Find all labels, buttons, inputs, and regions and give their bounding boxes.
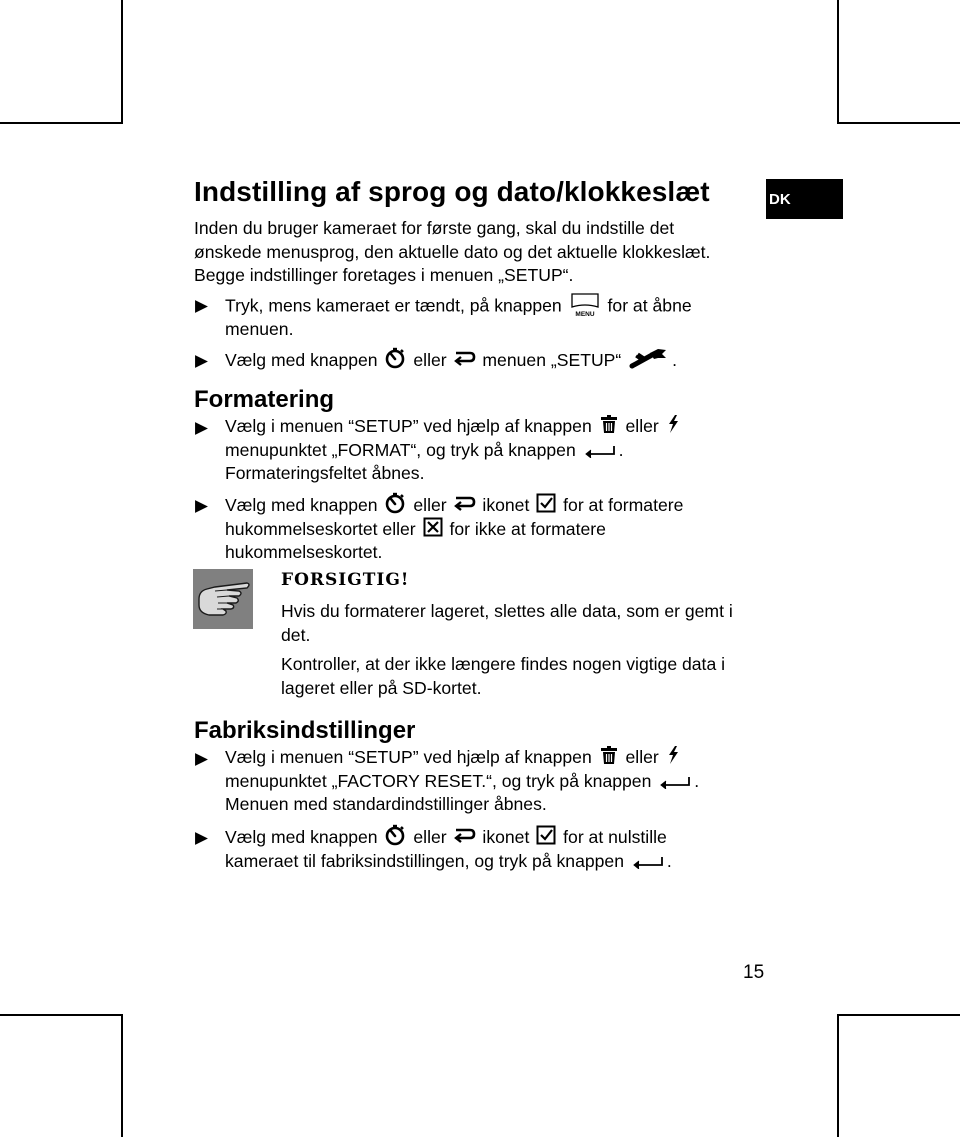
step-text: for at formatere [563, 495, 684, 515]
enter-return-icon [658, 775, 692, 789]
factory-step-2 [225, 826, 672, 873]
self-timer-icon [384, 492, 406, 514]
step-text: menuen „SETUP“ [482, 350, 622, 370]
crop-mark-bottom-right-v [837, 1014, 839, 1137]
review-arrow-icon [454, 827, 476, 843]
caution-label: FORSIGTIG! [281, 570, 410, 590]
caution-paragraph-2: Kontroller, at der ikke længere findes nogen vigtige data i lageret eller på SD-kortet. [281, 654, 726, 698]
step-text: hukommelseskortet. [225, 542, 383, 562]
trash-icon [599, 414, 619, 434]
review-arrow-icon [454, 350, 476, 366]
section-heading-fabriksindstillinger: Fabriksindstillinger [194, 717, 416, 744]
step-text: for ikke at formatere [449, 518, 606, 539]
bullet-pointer-icon [194, 421, 209, 436]
step-text: eller [625, 416, 659, 436]
bullet-pointer-icon [194, 299, 209, 314]
bullet-pointer-icon [194, 752, 209, 767]
step-text: for at nulstille [563, 827, 667, 847]
crop-mark-top-left-h [0, 122, 123, 124]
step-text: Vælg med knappen [225, 350, 378, 370]
step-text: eller [625, 747, 659, 767]
self-timer-icon [384, 347, 406, 369]
step-text: menupunktet „FACTORY RESET.“, og tryk på knappen [225, 770, 652, 791]
step-text: . [694, 770, 700, 791]
step-text: Vælg i menuen “SETUP” ved hjælp af knappen [225, 416, 592, 436]
checkbox-cross-icon [423, 517, 443, 537]
step-open-menu [225, 294, 692, 341]
page-number: 15 [743, 962, 765, 983]
step-text: Tryk, mens kameraet er tændt, på knappen [225, 295, 562, 316]
step-text: Vælg med knappen [225, 827, 378, 847]
bullet-pointer-icon [194, 499, 209, 514]
step-text: ikonet [482, 827, 530, 847]
flash-icon [666, 414, 680, 434]
factory-step-1 [225, 746, 699, 817]
crop-mark-top-right-h [837, 122, 960, 124]
trash-icon [599, 745, 619, 765]
step-text: Vælg i menuen “SETUP” ved hjælp af knappen [225, 747, 592, 767]
step-text: Formateringsfeltet åbnes. [225, 463, 425, 483]
step-text: eller [413, 495, 447, 515]
step-text: kameraet til fabriksindstillingen, og tryk på knappen [225, 850, 625, 871]
crop-mark-bottom-right-h [837, 1014, 960, 1016]
intro-line: ønskede menusprog, den aktuelle dato og det aktuelle klokkeslæt. [194, 241, 711, 262]
step-text: . [672, 350, 678, 370]
step-text: Menuen med standardindstillinger åbnes. [225, 794, 547, 814]
crop-mark-bottom-left-v [121, 1014, 123, 1137]
wrench-icon [628, 346, 670, 370]
step-text: Vælg med knappen [225, 495, 378, 515]
intro-line: Begge indstillinger foretages i menuen „SETUP“. [194, 265, 574, 285]
bullet-pointer-icon [194, 831, 209, 846]
review-arrow-icon [454, 495, 476, 511]
crop-mark-top-right-v [837, 0, 839, 124]
step-text: eller [413, 827, 447, 847]
format-step-1 [225, 415, 682, 486]
enter-return-icon [631, 855, 665, 869]
crop-mark-bottom-left-h [0, 1014, 123, 1016]
self-timer-icon [384, 824, 406, 846]
step-text: for at åbne [607, 295, 692, 316]
step-text: menupunktet „FORMAT“, og tryk på knappen [225, 439, 576, 460]
page-title: Indstilling af sprog og dato/klokkeslæt [194, 176, 710, 207]
step-text: hukommelseskortet eller [225, 518, 416, 539]
crop-mark-top-left-v [121, 0, 123, 124]
format-step-2 [225, 494, 683, 565]
section-heading-formatering: Formatering [194, 386, 335, 413]
checkbox-check-icon [536, 825, 556, 845]
language-tab [766, 179, 843, 219]
caution-paragraph-1: Hvis du formaterer lageret, slettes alle data, som er gemt i det. [281, 601, 733, 645]
language-tab-label: DK [769, 190, 791, 208]
bullet-pointer-icon [194, 354, 209, 369]
pointing-hand-icon [193, 569, 253, 629]
checkbox-check-icon [536, 493, 556, 513]
step-text: menuen. [225, 318, 294, 339]
step-text: ikonet [482, 495, 530, 515]
step-text: . [618, 439, 624, 460]
flash-icon [666, 745, 680, 765]
menu-icon-text: MENU [575, 311, 595, 318]
menu-button-icon [569, 292, 601, 318]
intro-paragraph [194, 217, 710, 288]
step-text: . [666, 850, 672, 871]
step-text: eller [413, 350, 447, 370]
step-select-setup [225, 349, 677, 373]
intro-line: Inden du bruger kameraet for første gang, skal du indstille det [194, 218, 675, 238]
enter-return-icon [583, 444, 617, 458]
